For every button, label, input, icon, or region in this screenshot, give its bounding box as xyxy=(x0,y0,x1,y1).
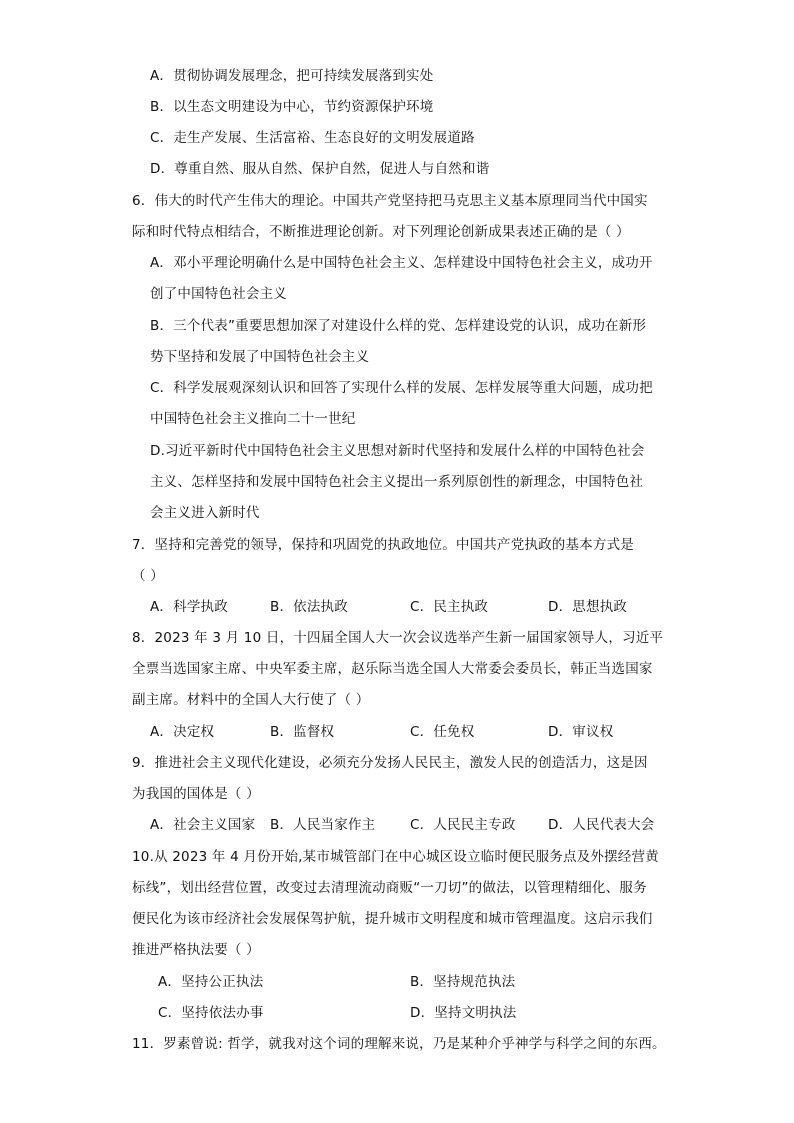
q7-option-c: C．民主执政 xyxy=(410,599,489,615)
q7-option-b: B．依法执政 xyxy=(270,599,348,615)
q10-options-row-1 xyxy=(0,972,794,992)
q7-stem-line-2: （ ） xyxy=(132,568,164,584)
q10-options-row-2 xyxy=(0,1003,794,1023)
q10-stem-line-4: 推进严格执法要（ ） xyxy=(132,942,260,958)
q7-options-row xyxy=(0,597,794,617)
q8-stem-line-2: 全票当选国家主席、中央军委主席，赵乐际当选全国人大常委会委员长，韩正当选国家 xyxy=(132,661,653,677)
q10-option-c: C．坚持依法办事 xyxy=(158,1005,264,1021)
q9-stem-line-2: 为我国的国体是（ ） xyxy=(132,786,260,802)
q8-stem-line-3: 副主席。材料中的全国人大行使了（ ） xyxy=(132,692,370,708)
q6-option-a-line-2: 创了中国特色社会主义 xyxy=(150,286,287,302)
q10-stem-line-3: 便民化为该市经济社会发展保驾护航，提升城市文明程度和城市管理温度。这启示我们 xyxy=(132,911,653,927)
q5-option-a: A．贯彻协调发展理念，把可持续发展落到实处 xyxy=(150,68,434,84)
q6-stem-line-2: 际和时代特点相结合，不断推进理论创新。对下列理论创新成果表述正确的是（ ） xyxy=(132,224,630,240)
q8-option-b: B．监督权 xyxy=(270,724,335,740)
q7-option-d: D．思想执政 xyxy=(548,599,628,615)
q10-option-b: B．坚持规范执法 xyxy=(410,974,516,990)
q10-option-d: D．坚持文明执法 xyxy=(410,1005,517,1021)
q8-option-c: C．任免权 xyxy=(410,724,475,740)
q6-option-d-line-2: 主义、怎样坚持和发展中国特色社会主义提出一系列原创性的新理念，中国特色社 xyxy=(150,474,644,490)
q6-option-d-line-1: D.习近平新时代中国特色社会主义思想对新时代坚持和发展什么样的中国特色社会 xyxy=(150,443,645,459)
q8-option-a: A．决定权 xyxy=(150,724,215,740)
q5-option-c: C．走生产发展、生活富裕、生态良好的文明发展道路 xyxy=(150,130,475,146)
q9-option-b: B．人民当家作主 xyxy=(270,817,376,833)
q8-stem-line-1: 8．2023 年 3 月 10 日，十四届全国人大一次会议选举产生新一届国家领导人，习近平 xyxy=(132,630,664,646)
q5-option-b: B．以生态文明建设为中心，节约资源保护环境 xyxy=(150,99,434,115)
q9-option-c: C．人民民主专政 xyxy=(410,817,516,833)
q8-option-d: D．审议权 xyxy=(548,724,614,740)
q9-option-d: D．人民代表大会 xyxy=(548,817,655,833)
q6-option-c-line-2: 中国特色社会主义推向二十一世纪 xyxy=(150,411,356,427)
q6-option-a-line-1: A．邓小平理论明确什么是中国特色社会主义、怎样建设中国特色社会主义，成功开 xyxy=(150,255,653,271)
q11-stem-line-1: 11．罗素曾说: 哲学，就我对这个词的理解来说，乃是某种介乎神学与科学之间的东西。 xyxy=(132,1036,666,1052)
q6-option-d-line-3: 会主义进入新时代 xyxy=(150,505,260,521)
q7-stem-line-1: 7．坚持和完善党的领导，保持和巩固党的执政地位。中国共产党执政的基本方式是 xyxy=(132,537,634,553)
q9-stem-line-1: 9．推进社会主义现代化建设，必须充分发扬人民民主，激发人民的创造活力，这是因 xyxy=(132,755,648,771)
q9-options-row xyxy=(0,815,794,835)
q6-option-c-line-1: C．科学发展观深刻认识和回答了实现什么样的发展、怎样发展等重大问题，成功把 xyxy=(150,380,653,396)
q6-stem-line-1: 6．伟大的时代产生伟大的理论。中国共产党坚持把马克思主义基本原理同当代中国实 xyxy=(132,193,648,209)
q6-option-b-line-2: 势下坚持和发展了中国特色社会主义 xyxy=(150,349,370,365)
q10-option-a: A．坚持公正执法 xyxy=(158,974,264,990)
q10-stem-line-1: 10.从 2023 年 4 月份开始,某市城管部门在中心城区设立临时便民服务点及外摆经营黄 xyxy=(132,849,659,865)
q8-options-row xyxy=(0,722,794,742)
q7-option-a: A．科学执政 xyxy=(150,599,228,615)
q6-option-b-line-1: B．三个代表”重要思想加深了对建设什么样的党、怎样建设党的认识，成功在新形 xyxy=(150,318,647,334)
q5-option-d: D．尊重自然、服从自然、保护自然，促进人与自然和谐 xyxy=(150,161,490,177)
q10-stem-line-2: 标线”，划出经营位置，改变过去清理流动商贩“一刀切”的做法，以管理精细化、服务 xyxy=(132,880,647,896)
q9-option-a: A．社会主义国家 xyxy=(150,817,256,833)
